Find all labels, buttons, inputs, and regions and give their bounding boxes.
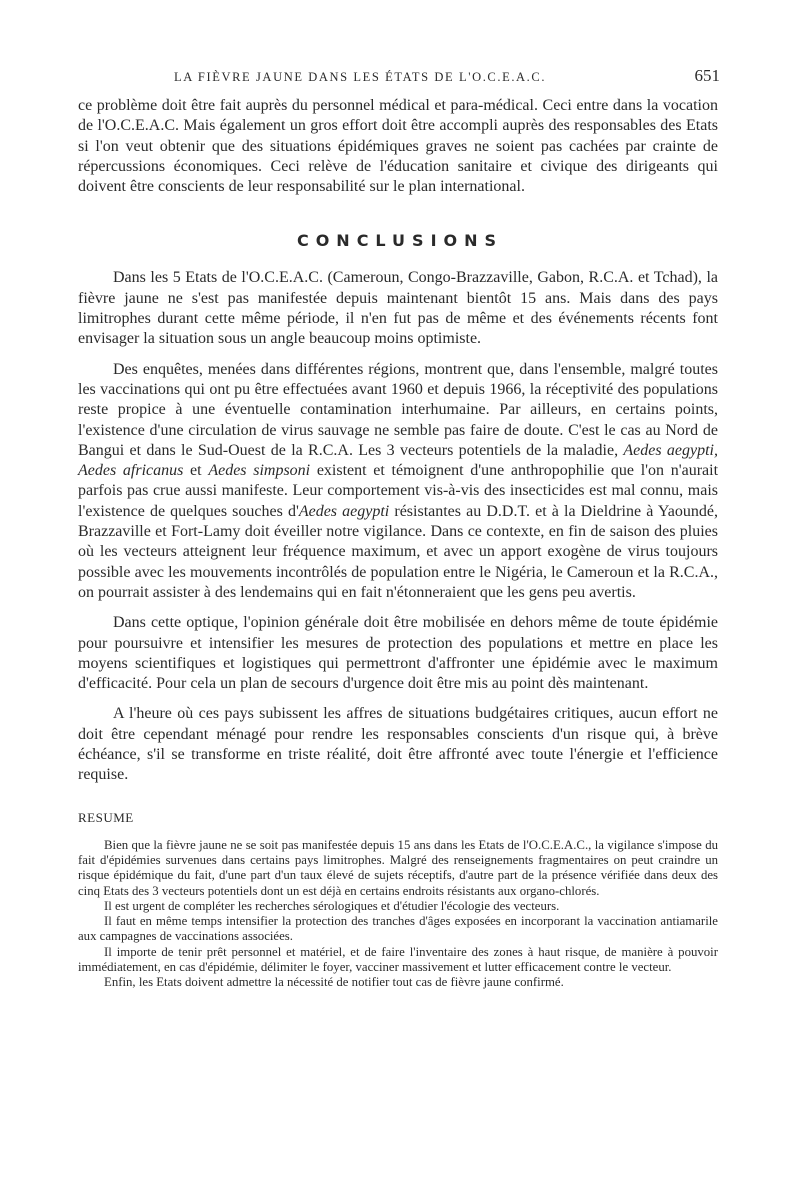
- conclusions-heading: CONCLUSIONS: [296, 231, 504, 251]
- species-name: Aedes simpsoni: [208, 462, 311, 480]
- article-body: [78, 96, 718, 786]
- conclusions-paragraph-1: Dans les 5 Etats de l'O.C.E.A.C. (Cameroun, Congo-Brazzaville, Gabon, R.C.A. et Tchad), la fièvre jaune ne s'est pas manifestée depuis maintenant bientôt 15 ans. Mais dans des pays limitrophes durant cette même période, il n'en fut pas de même et des événements récents font envisager la situation sous un angle beaucoup moins optimiste.: [78, 269, 718, 348]
- conclusions-paragraph-3: Dans cette optique, l'opinion générale doit être mobilisée en dehors même de toute épidémie pour poursuivre et intensifier les mesures de protection des populations et mettre en place les moyens scientifiques et logistiques qui permettront d'affronter une épidémie avec le maximum d'efficacité. Pour cela un plan de secours d'urgence doit être mis au point dès maintenant.: [78, 614, 718, 693]
- resume-paragraph: Enfin, les Etats doivent admettre la nécessité de notifier tout cas de fièvre jaune confirmé.: [104, 975, 564, 990]
- running-title: LA FIÈVRE JAUNE DANS LES ÉTATS DE L'O.C.E.A.C.: [174, 70, 547, 84]
- page-number: 651: [694, 66, 720, 85]
- resume-paragraph: Il faut en même temps intensifier la protection des tranches d'âges exposées en incorporant la vaccination antiamarile aux campagnes de vaccinations associées.: [78, 914, 718, 944]
- resume-section: [78, 838, 718, 991]
- resume-heading: RESUME: [78, 809, 134, 825]
- species-name: Aedes aegypti, Aedes africanus: [78, 441, 719, 480]
- resume-paragraph: Bien que la fièvre jaune ne se soit pas manifestée depuis 15 ans dans les Etats de l'O.C.E.A.C., la vigilance s'impose du fait d'épidémies survenues dans certains pays limitrophes. Malgré des renseignements fragmentaires on peut craindre un risque épidémique du fait, d'une part d'un taux élevé de sujets réceptifs, d'autre part de la présence vérifiée dans deux des cinq Etats des 3 vecteurs potentiels dont un est déjà en certains endroits résistants aux organo-chlorés.: [78, 837, 718, 898]
- paragraph-text: existent et témoignent d'une anthropophilie que l'on n'aurait parfois pas crue aussi manifeste. Leur comportement vis-à-vis des insecticides est mal connu, mais l'existence de quelques souches d': [78, 462, 719, 520]
- conclusions-paragraph-2: [78, 360, 718, 604]
- intro-paragraph: ce problème doit être fait auprès du personnel médical et para-médical. Ceci entre dans la vocation de l'O.C.E.A.C. Mais également un gros effort doit être accompli auprès des responsables des Etats si l'on veut obtenir que des situations épidémiques graves ne soient pas cachées par crainte de répercussions économiques. Ceci relève de l'éducation sanitaire et civique des dirigeants qui doivent être conscients de leur responsabilité sur le plan international.: [78, 97, 718, 196]
- paragraph-text: Des enquêtes, menées dans différentes régions, montrent que, dans l'ensemble, malgré toutes les vaccinations qui ont pu être effectuées avant 1960 et depuis 1966, la réceptivité des populations reste propice à une éventuelle contamination interhumaine. Par ailleurs, en certains points, l'existence d'une circulation de virus sauvage ne semble pas faire de doute. C'est le cas au Nord de Bangui et dans le Sud-Ouest de la R.C.A. Les 3 vecteurs potentiels de la maladie,: [78, 360, 718, 459]
- paragraph-text: et: [183, 462, 209, 480]
- paragraph-text: résistantes au D.D.T. et à la Dieldrine à Yaoundé, Brazzaville et Fort-Lamy doit éveiller notre vigilance. Dans ce contexte, en fin de saison des pluies où les vecteurs atteignent leur fréquence maximum, et avec un apport exogène de virus toujours possible avec les mouvements incontrôlés de population entre le Nigéria, le Cameroun et la R.C.A., on pourrait assister à des lendemains qui en fait n'étonneraient que les gens peu avertis.: [78, 502, 719, 601]
- page-header: [78, 66, 718, 96]
- resume-paragraph: Il importe de tenir prêt personnel et matériel, et de faire l'inventaire des zones à haut risque, de manière à pouvoir immédiatement, en cas d'épidémie, délimiter le foyer, vacciner massivement et lutter efficacement contre le vecteur.: [78, 944, 718, 974]
- conclusions-paragraph-4: A l'heure où ces pays subissent les affres de situations budgétaires critiques, aucun effort ne doit être cependant ménagé pour rendre les responsables conscients d'un risque qui, à brève échéance, s'il se transforme en triste réalité, doit être affronté avec toute l'énergie et l'efficience requise.: [78, 705, 718, 784]
- species-name: Aedes aegypti: [298, 502, 390, 520]
- journal-page: [78, 66, 718, 991]
- resume-paragraph: Il est urgent de compléter les recherches sérologiques et d'étudier l'écologie des vecteurs.: [104, 898, 560, 913]
